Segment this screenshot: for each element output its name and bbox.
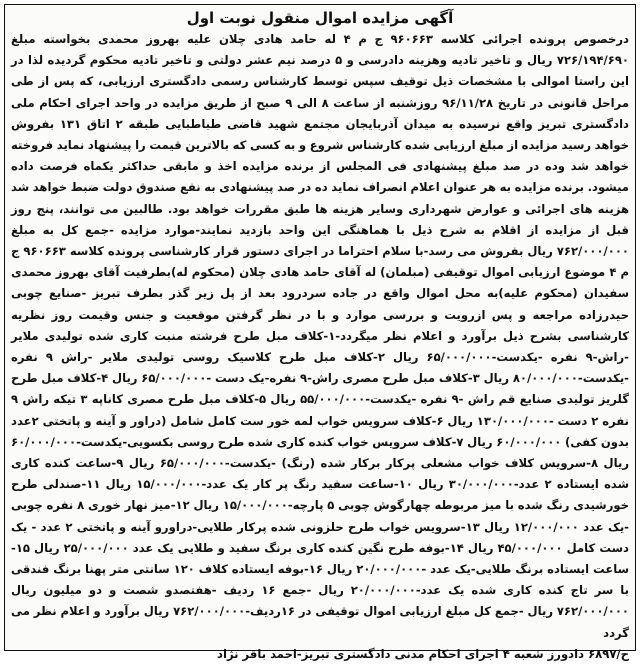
notice-body-text: درخصوص پرونده اجرائی کلاسه ۹۶۰۶۶۳ ج م ۴ له حامد هادی چلان علیه بهروز محمدی بخواسته مبلغ ۷۲۶/۱۹۴/۶۹۰ ریال و تاخیر تادیه وهزینه دادرسی و ۵ درصد نیم عشر دولتی و تاخیر تادیه محکوم گردیده لذا در این راستا اموالی با مشخصات ذیل توقیف سپس توسط کارشناس رسمی دادگستری ارزیابی، که پس از طی مراحل قانونی در تاریخ ۹۶/۱۱/۲۸ روزشنبه از ساعت ۸ الی ۹ صبح از طریق مزایده در واحد اجرای احکام ملی دادگستری تبریز واقع نرسیده به میدان آذربایجان مجتمع شهید قاضی طباطبایی طبقه ۲ اتاق ۱۳۱ بفروش خواهد رسید مزایده از مبلغ ارزیابی شده کارشناس شروع و به کسی که بالاترین قیمت را پیشنهاد نماید فروخته خواهد شد وده در صد مبلغ پیشنهادی فی المجلس از برنده مزایده اخذ و مابقی حداکثر یکماه فرصت داده میشود. برنده مزایده به هر عنوان اعلام انصراف نماید ده در صد پیشنهادی به نفع صندوق دولت ضبط خواهد شد هزینه های اجرائی و عوارض شهرداری وسایر هزینه ها طبق مقررات خواهد بود. طالبین می توانند، پنج روز قبل از مزایده از اقلام به شرح ذیل با هماهنگی این واحد بازدید نمایند-موارد مزایده -جمع کل به مبلغ ۷۶۲/۰۰۰/۰۰۰ ریال بفروش می رسد-با سلام احتراما در اجرای دستور قرار کارشناسی پرونده کلاسه ۹۶۰۶۶۳ ج م ۴ موضوع ارزیابی اموال توقیفی (مبلمان) له آقای حامد هادی چلان (محکوم له)بطرفیت آقای بهروز محمدی سفیدان (محکوم علیه)به محل اموال واقع در جاده سردرود بعد از پل زیر گذر بطرف تبریز -صنایع چوبی حیدرزاده مراجعه و پس ازرویت و بررسی موارد و با در نظر گرفتن موقعیت و جنس وقیمت روز نظریه کارشناسی بشرح ذیل برآورد و اعلام نظر میگردد-۱-کلاف مبل طرح فرشته منبت کاری شده تولیدی ملایر -راش-۹ نفره -یکدست-۶۵/۰۰۰/۰۰۰ ریال ۲-کلاف مبل طرح کلاسیک روسی تولیدی ملایر -راش ۹ نفره -یکدست-۸۰/۰۰۰/۰۰۰ ریال ۳-کلاف مبل طرح مصری راش-۹ نفره-یک دست -۶۵/۰۰۰/۰۰۰ ریال ۴-کلاف مبل طرح گلریز تولیدی صنایع قم راش -۹ نفره -یکدست-۵۵/۰۰۰/۰۰۰ ریال ۵-کلاف مبل طرح مصری کاناپه ۳ تیکه راش ۹ نفره ۲ دست -۱۳۰/۰۰۰/۰۰۰ ریال ۶-کلاف سرویس خواب لمه خور ست کامل شامل (دراور و آینه و پاتختی ۲عدد بدون کفی) ۶۰/۰۰۰/۰۰۰ ریال ۷-کلاف سرویس خواب کنده کاری شده طرح روسی بکسویی-یکدست-۶۰/۰۰۰/۰۰۰ ریال ۸-سرویس کلاف خواب مشعلی پرکار برکار شده (رنگ) -یکدست-۶۵/۰۰۰/۰۰۰ ریال ۹-ساعت کنده کاری شده ایستاده ۲ عدد-۳۰/۰۰۰/۰۰۰ ریال ۱۰-ساعت سفید رنگ پر کار یک عدد-۱۵/۰۰۰/۰۰۰ ریال ۱۱-صندلی طرح خورشیدی رنگ شده با میز مربوطه چهارگوش چوبی ۵ پارچه-۱۵/۰۰۰/۰۰۰ ریال ۱۲-میز نهار خوری ۸ نفره چوبی -یک عدد ۱۲/۰۰۰/۰۰۰ ریال ۱۳-سرویس خواب طرح حلزونی شده پرکار طلایی-دراورو آینه و پاتختی ۲ عدد - یک دست کامل ۴۵/۰۰۰/۰۰۰ ریال ۱۴-بوفه طرح نگین کنده کاری برنگ سفید و طلایی یک عدد ۲۵/۰۰۰/۰۰۰ ریال ۱۵-ساعت ایستاده برنگ طلایی-یک عدد -۲۰/۰۰۰/۰۰۰ ریال ۱۶-بوفه ایستاده کلاف ۱۲۰ سانتی متر پهنا برنگ فندقی با سر تاج کنده کاری شده یک عدد-۲۰/۰۰۰/۰۰۰ ریال -جمع ۱۶ ردیف -هفتصدو شصت و دو میلیون ریال ۷۶۲/۰۰۰/۰۰۰ ریال -جمع کل مبلغ ارزیابی اموال توقیفی در ۱۶ردیف-۷۶۲/۰۰۰/۰۰۰ ریال برآورد و اعلام نظر می گردد	[11, 32, 630, 640]
notice-title: آگهی مزایده اموال منقول نوبت اول	[186, 9, 454, 27]
notice-signature: ح/۶۸۹۷ دادورز شعبه ۴ اجرای احکام مدنی دادگستری تبریز-احمد باقر نژاد	[217, 646, 629, 661]
newspaper-notice-clipping	[4, 4, 636, 661]
